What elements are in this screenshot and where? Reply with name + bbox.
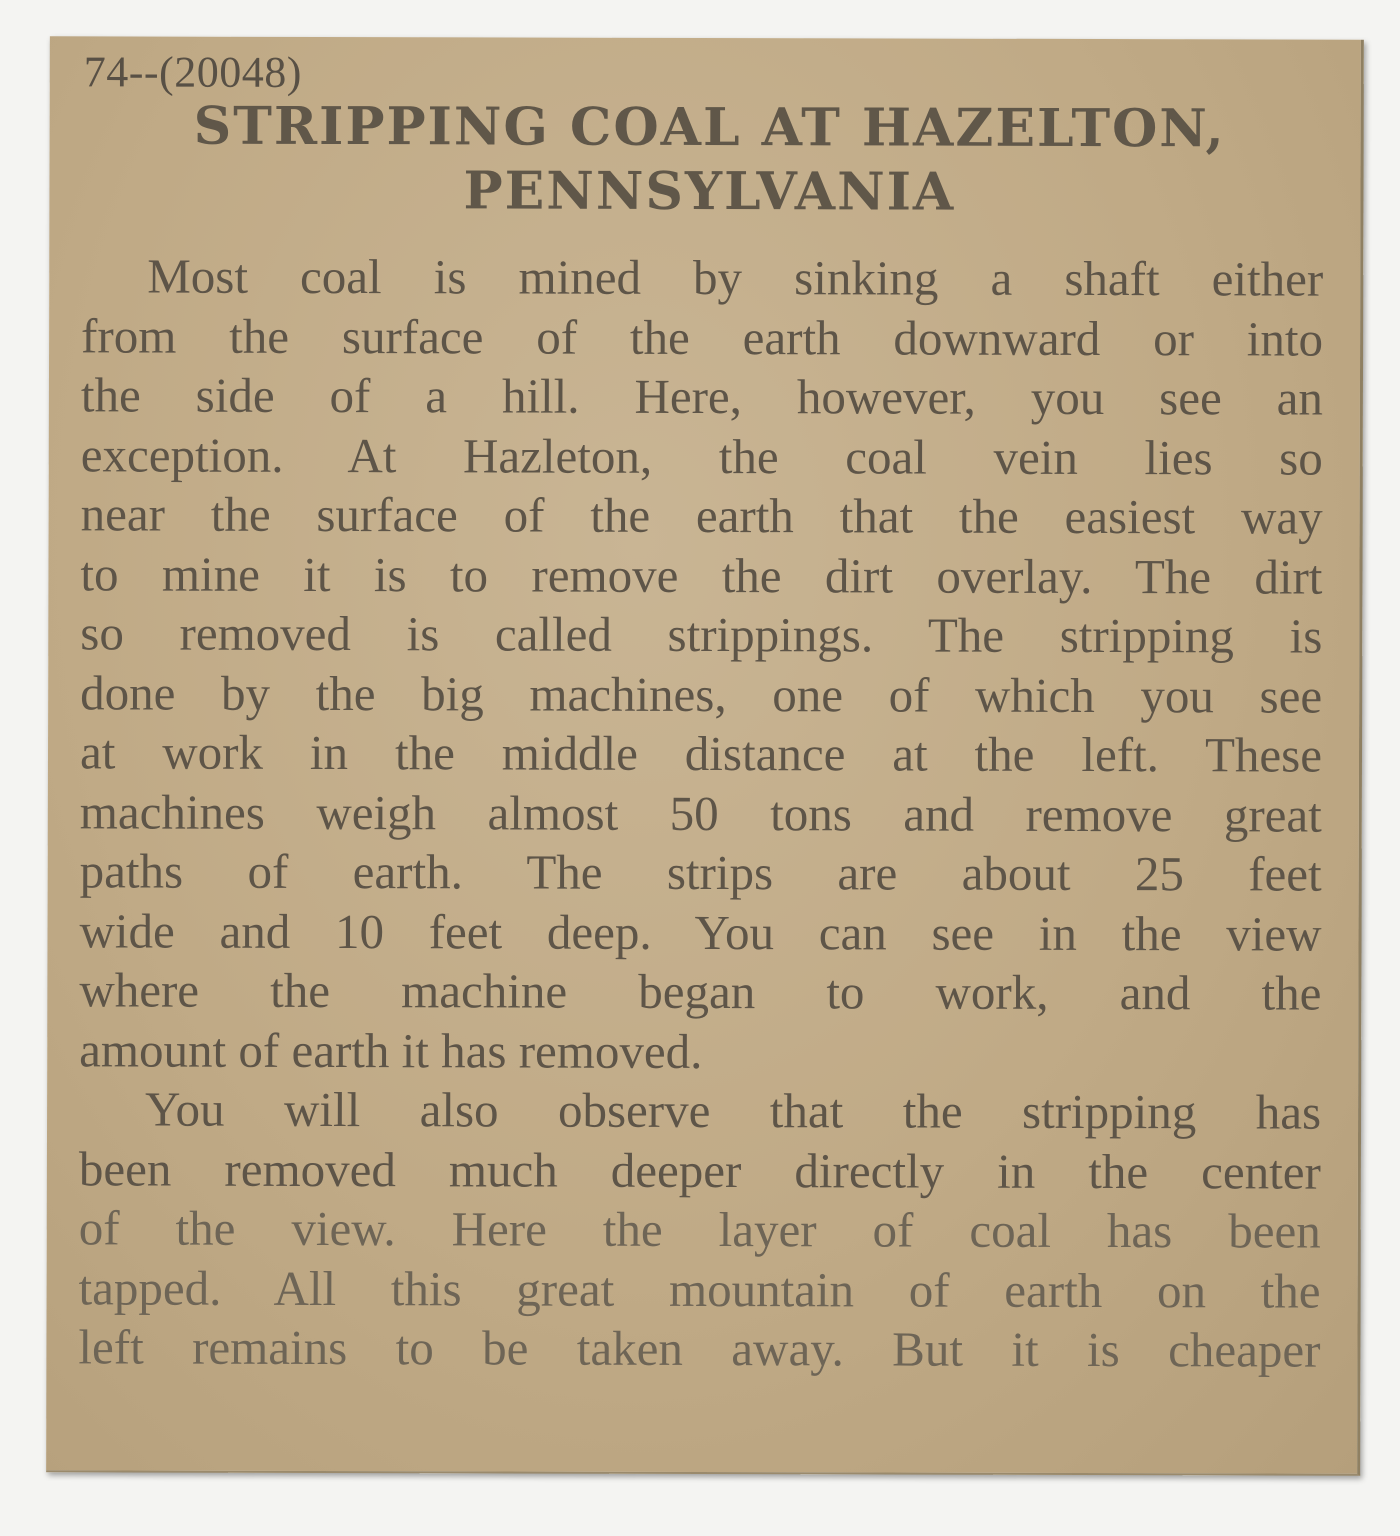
title-line-2: PENNSYLVANIA bbox=[463, 160, 956, 223]
text-line: tapped. All this great mountain of earth on the bbox=[78, 1259, 1321, 1319]
stereoview-card-back bbox=[46, 36, 1364, 1475]
text-line: Most coal is mined by sinking a shaft either bbox=[147, 248, 1324, 307]
text-line: paths of earth. The strips are about 25 feet bbox=[79, 843, 1322, 902]
card-title bbox=[109, 94, 1309, 225]
text-line: amount of earth it has removed. bbox=[79, 1021, 703, 1079]
text-line: at work in the middle distance at the left. These bbox=[79, 724, 1323, 783]
text-line: left remains to be taken away. But it is cheaper bbox=[78, 1319, 1321, 1378]
text-line: You will also observe that the stripping has bbox=[145, 1081, 1322, 1140]
text-line: near the surface of the earth that the easiest way bbox=[80, 486, 1323, 545]
card-number: 74--(20048) bbox=[83, 47, 302, 97]
title-line-1: STRIPPING COAL AT HAZELTON, bbox=[193, 95, 1226, 160]
text-line: the side of a hill. Here, however, you see an bbox=[80, 367, 1324, 426]
text-line: so removed is called strippings. The stripping is bbox=[80, 605, 1323, 664]
text-line: exception. At Hazleton, the coal vein lies so bbox=[80, 426, 1323, 486]
text-line: done by the big machines, one of which you see bbox=[80, 664, 1323, 724]
card-description bbox=[78, 246, 1323, 1380]
text-line: machines weigh almost 50 tons and remove great bbox=[79, 783, 1322, 843]
text-line: of the view. Here the layer of coal has been bbox=[78, 1200, 1321, 1259]
text-line: to mine it is to remove the dirt overlay. The dirt bbox=[80, 545, 1323, 605]
text-line: wide and 10 feet deep. You can see in the view bbox=[79, 902, 1322, 962]
text-line: from the surface of the earth downward or into bbox=[81, 307, 1324, 367]
text-line: where the machine began to work, and the bbox=[79, 962, 1322, 1021]
text-line: been removed much deeper directly in the center bbox=[78, 1140, 1321, 1200]
